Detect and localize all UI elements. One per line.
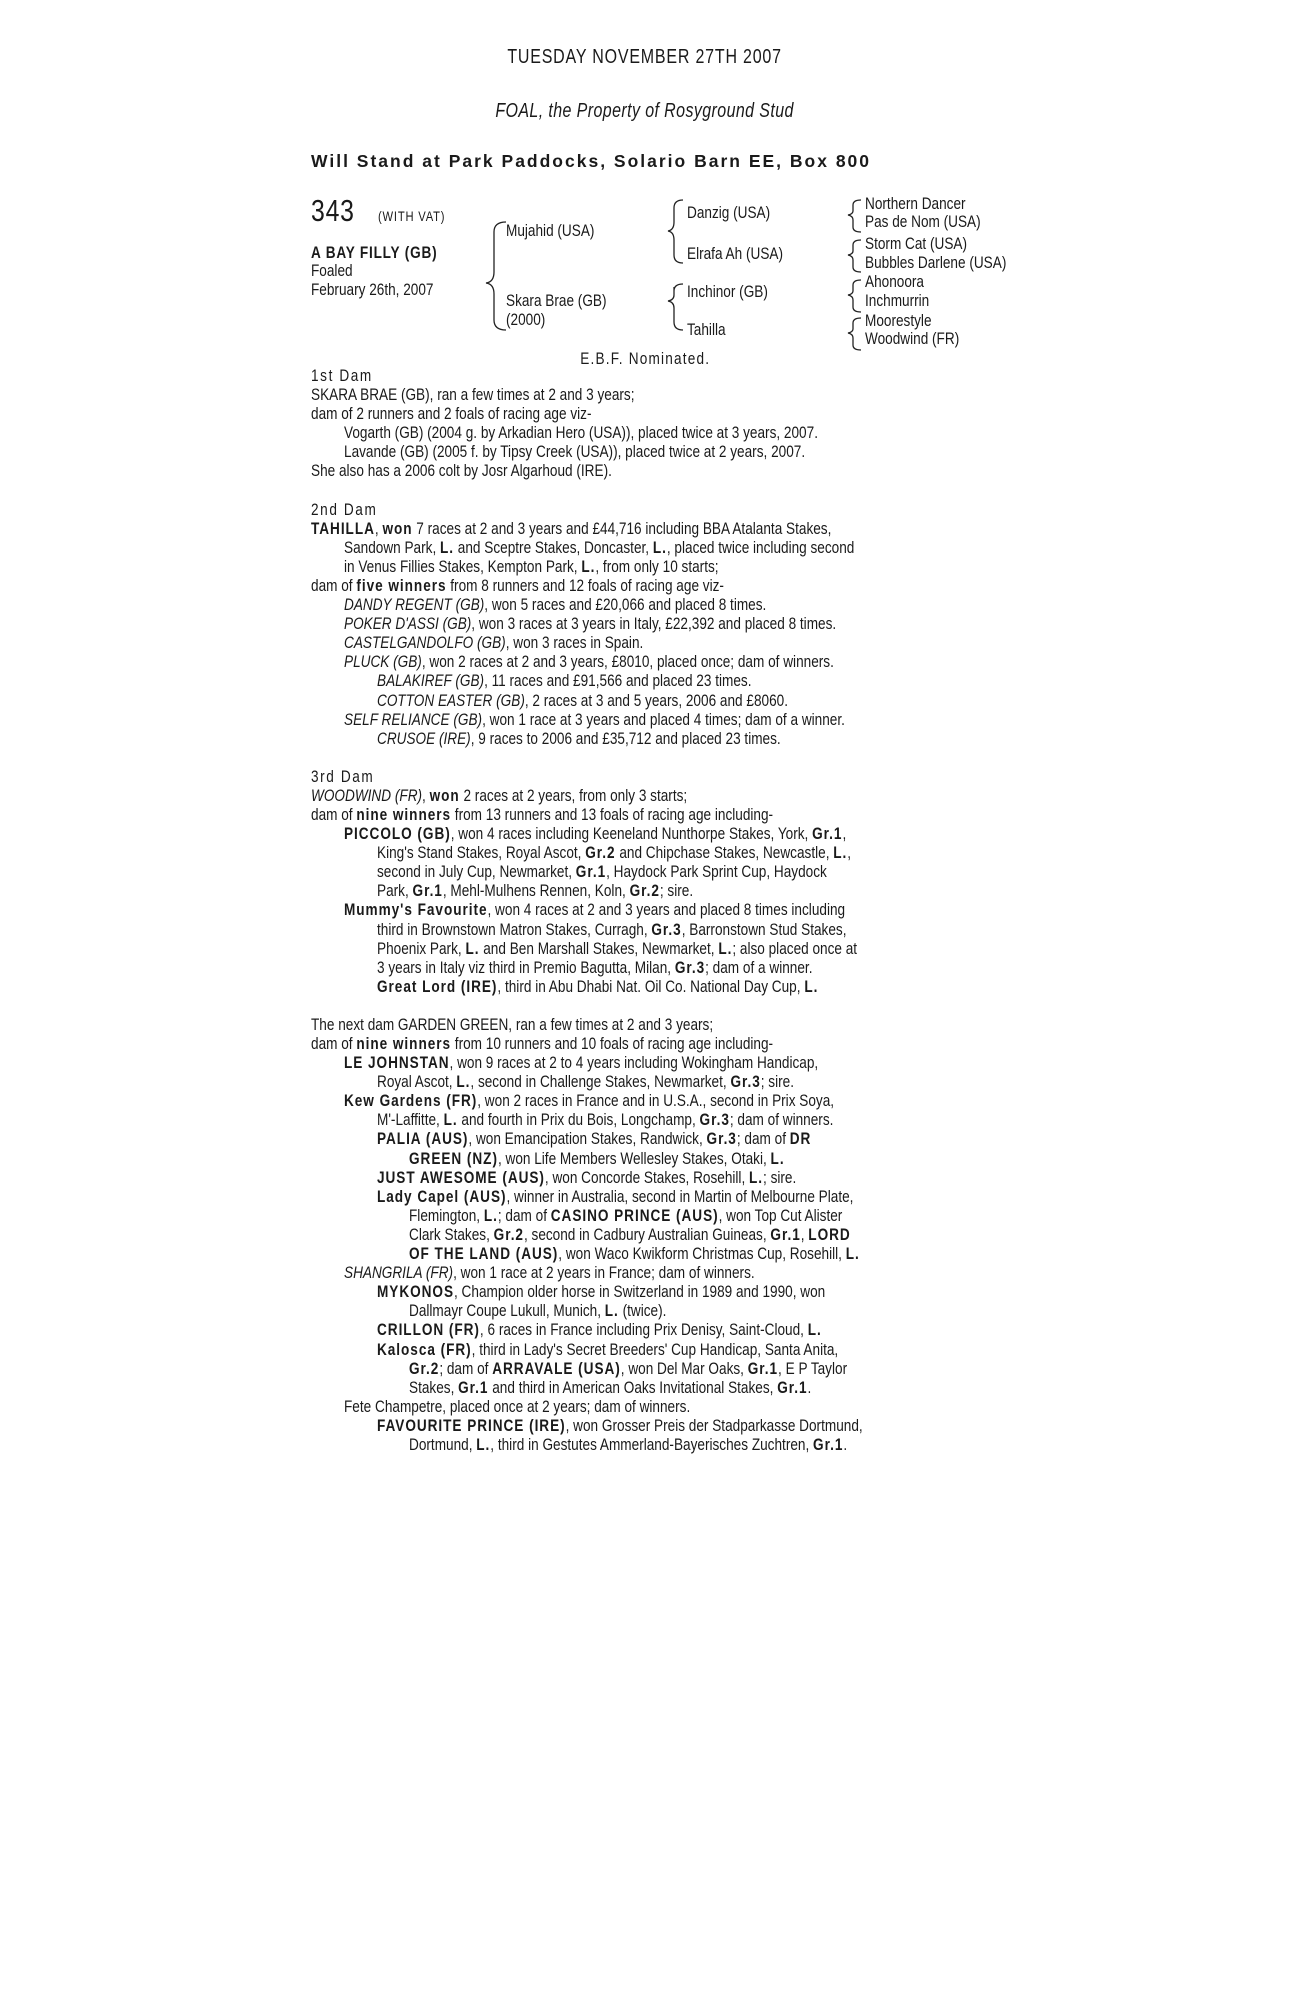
note-text: Gr.3	[699, 1110, 730, 1130]
note-text: Clark Stakes,	[409, 1224, 494, 1244]
note-line	[311, 1149, 1011, 1168]
note-text: , won 2 races in France and in U.S.A., second in Prix Soya,	[477, 1091, 835, 1111]
note-text: Fete Champetre, placed once at 2 years; dam of winners.	[344, 1396, 691, 1416]
note-text: ; dam of winners.	[729, 1110, 834, 1130]
note-text: L.	[483, 1205, 498, 1225]
note-text: 2 races at 2 years, from only 3 starts;	[459, 785, 688, 805]
note-text: 2nd Dam	[311, 499, 378, 519]
note-line	[311, 671, 1011, 690]
note-text: Gr.1	[575, 862, 607, 882]
note-text: , from only 10 starts;	[595, 556, 719, 576]
note-text: Mummy's Favourite	[344, 900, 488, 920]
pedigree-gen3-4: Bubbles Darlene (USA)	[865, 253, 1007, 272]
pedigree-sire-sire: Danzig (USA)	[687, 203, 771, 222]
note-line	[311, 862, 1011, 881]
note-text: , won 4 races including Keeneland Nunthorpe Stakes, York,	[450, 824, 813, 844]
foal-ownership-line: FOAL, the Property of Rosyground Stud	[495, 100, 795, 122]
note-text: five winners	[356, 575, 447, 595]
note-text: Park,	[377, 881, 413, 901]
note-text: .	[843, 1434, 848, 1454]
note-text: dam of 2 runners and 2 foals of racing age viz-	[311, 404, 592, 424]
note-text: L.	[456, 1072, 471, 1092]
note-text: JUST AWESOME (AUS)	[377, 1167, 545, 1187]
note-text: .	[807, 1377, 812, 1397]
note-text: LE JOHNSTAN	[344, 1053, 450, 1073]
note-text: , won 3 races at 3 years in Italy, £22,392 and placed 8 times.	[471, 614, 837, 634]
note-text: in Venus Fillies Stakes, Kempton Park,	[344, 556, 582, 576]
pedigree-dam: Skara Brae (GB)	[506, 291, 607, 310]
note-line	[311, 538, 1011, 557]
note-text: L.	[749, 1167, 764, 1187]
note-text: ,	[847, 843, 852, 863]
note-text: MYKONOS	[377, 1282, 454, 1302]
note-line	[311, 461, 1011, 480]
section-gap	[311, 481, 1011, 500]
note-text: , won Del Mar Oaks,	[620, 1358, 748, 1378]
note-line	[311, 1225, 1011, 1244]
note-text: Gr.1	[770, 1224, 801, 1244]
note-text: L.	[807, 1320, 822, 1340]
note-text: , E P Taylor	[778, 1358, 848, 1378]
note-text: , won Life Members Wellesley Stakes, Otaki,	[497, 1148, 771, 1168]
note-text: dam of	[311, 804, 357, 824]
note-line	[311, 1091, 1011, 1110]
note-line	[311, 1129, 1011, 1148]
note-line	[311, 633, 1011, 652]
note-text: and third in American Oaks Invitational Stakes,	[488, 1377, 778, 1397]
note-text: Phoenix Park,	[377, 938, 466, 958]
note-text: Lady Capel (AUS)	[377, 1186, 507, 1206]
note-text: Gr.1	[412, 881, 443, 901]
note-text: second in July Cup, Newmarket,	[377, 862, 576, 882]
note-text: from 8 runners and 12 foals of racing age viz-	[446, 575, 724, 595]
note-text: M'-Laffitte,	[377, 1110, 444, 1130]
note-text: Kalosca (FR)	[377, 1339, 472, 1359]
note-text: TAHILLA	[311, 518, 375, 538]
pedigree-gen3-7: Moorestyle	[865, 311, 932, 330]
note-text: WOODWIND (FR)	[311, 785, 423, 805]
note-text: CASINO PRINCE (AUS)	[550, 1205, 719, 1225]
note-text: Sandown Park,	[344, 537, 441, 557]
note-text: CRUSOE (IRE)	[377, 728, 471, 748]
note-text: Dallmayr Coupe Lukull, Munich,	[409, 1301, 605, 1321]
note-line	[311, 595, 1011, 614]
note-text: ,	[842, 824, 847, 844]
note-text: Gr.1	[747, 1358, 779, 1378]
note-text: L.	[465, 938, 480, 958]
note-text: L.	[443, 1110, 458, 1130]
note-text: , Champion older horse in Switzerland in 1989 and 1990, won	[454, 1282, 826, 1302]
note-line	[311, 1206, 1011, 1225]
pedigree-dam-year: (2000)	[506, 310, 546, 329]
foaled-date: February 26th, 2007	[311, 280, 434, 299]
brace-g3	[848, 280, 861, 312]
note-text: and Chipchase Stakes, Newcastle,	[615, 843, 834, 863]
note-text: SHANGRILA (FR)	[344, 1263, 454, 1283]
note-text: , won 1 race at 3 years and placed 4 times; dam of a winner.	[482, 709, 845, 729]
brace-dam-parents	[668, 284, 683, 330]
note-text: , winner in Australia, second in Martin of Melbourne Plate,	[506, 1186, 854, 1206]
note-line	[311, 557, 1011, 576]
pedigree-sire-dam: Elrafa Ah (USA)	[687, 244, 783, 263]
note-text: , won 9 races at 2 to 4 years including Wokingham Handicap,	[449, 1053, 819, 1073]
note-line	[311, 519, 1011, 538]
note-text: ; dam of	[736, 1129, 790, 1149]
note-line	[311, 977, 1011, 996]
pedigree-dam-sire: Inchinor (GB)	[687, 282, 768, 301]
note-text: , won 1 race at 2 years in France; dam of winners.	[453, 1263, 755, 1283]
note-text: L.	[652, 537, 667, 557]
note-text: Gr.2	[629, 881, 660, 901]
note-text: Gr.3	[730, 1072, 761, 1092]
lot-header	[311, 193, 462, 229]
note-text: from 10 runners and 10 foals of racing age including-	[451, 1034, 774, 1053]
note-line	[311, 1244, 1011, 1263]
note-line	[311, 805, 1011, 824]
note-text: won	[429, 785, 460, 805]
note-text: and Ben Marshall Stakes, Newmarket,	[479, 938, 719, 958]
note-text: L.	[476, 1434, 491, 1454]
note-line	[311, 1168, 1011, 1187]
note-text: She also has a 2006 colt by Josr Algarhoud (IRE).	[311, 461, 612, 481]
note-text: dam of	[311, 575, 357, 595]
note-text: Great Lord (IRE)	[377, 976, 498, 996]
note-text: FAVOURITE PRINCE (IRE)	[377, 1415, 566, 1435]
note-text: , Haydock Park Sprint Cup, Haydock	[606, 862, 827, 882]
note-text: ARRAVALE (USA)	[492, 1358, 621, 1378]
note-line	[311, 691, 1011, 710]
brace-g1	[848, 200, 861, 232]
note-line	[311, 1435, 1011, 1454]
note-text: Gr.3	[706, 1129, 737, 1149]
note-line	[311, 958, 1011, 977]
note-text: 3 years in Italy viz third in Premio Bagutta, Milan,	[377, 957, 675, 977]
note-text: Flemington,	[409, 1205, 484, 1225]
note-text: PLUCK (GB)	[344, 652, 422, 672]
note-text: The next dam GARDEN GREEN, ran a few times at 2 and 3 years;	[311, 1014, 714, 1034]
note-line	[311, 366, 1011, 385]
note-text: COTTON EASTER (GB)	[377, 690, 525, 710]
note-line	[311, 1340, 1011, 1359]
section-gap	[311, 748, 1011, 767]
note-line	[311, 767, 1011, 786]
note-text: and fourth in Prix du Bois, Longchamp,	[457, 1110, 700, 1130]
vat-note: (WITH VAT)	[378, 208, 446, 224]
note-text: OF THE LAND (AUS)	[409, 1244, 559, 1264]
brace-sire-dam	[486, 222, 506, 330]
note-text: ; sire.	[760, 1072, 794, 1092]
note-line	[311, 843, 1011, 862]
brace-g2	[848, 240, 861, 272]
note-line	[311, 1187, 1011, 1206]
note-text: Gr.1	[812, 824, 843, 844]
note-text: , won 4 races at 2 and 3 years and placed 8 times including	[487, 900, 846, 920]
note-text: L.	[770, 1148, 785, 1168]
note-text: L.	[440, 537, 455, 557]
note-line	[311, 385, 1011, 404]
pedigree-dam-dam: Tahilla	[687, 320, 726, 339]
note-text: POKER D'ASSI (GB)	[344, 614, 472, 634]
note-text: , won Grosser Preis der Stadparkasse Dortmund,	[565, 1415, 863, 1435]
note-text: BALAKIREF (GB)	[377, 671, 485, 691]
note-line	[311, 576, 1011, 595]
note-line	[311, 614, 1011, 633]
note-text: and Sceptre Stakes, Doncaster,	[454, 537, 653, 557]
note-line	[311, 1320, 1011, 1339]
note-text: , second in Cadbury Australian Guineas,	[523, 1224, 771, 1244]
note-text: Lavande (GB) (2005 f. by Tipsy Creek (USA)), placed twice at 2 years, 2007.	[344, 442, 806, 462]
note-text: PICCOLO (GB)	[344, 824, 451, 844]
note-line	[311, 1359, 1011, 1378]
note-text: , won 5 races and £20,066 and placed 8 times.	[484, 595, 767, 615]
stand-location: Will Stand at Park Paddocks, Solario Barn EE, Box 800	[311, 151, 872, 171]
note-line	[311, 500, 1011, 519]
note-text: ; dam of a winner.	[705, 957, 813, 977]
note-text: SKARA BRAE (GB), ran a few times at 2 and 3 years;	[311, 385, 635, 405]
note-text: Gr.1	[777, 1377, 808, 1397]
note-text: , won Emancipation Stakes, Randwick,	[468, 1129, 707, 1149]
note-text: Gr.2	[493, 1224, 524, 1244]
note-text: 1st Dam	[311, 366, 373, 385]
note-text: L.	[581, 556, 596, 576]
section-gap	[311, 996, 1011, 1015]
note-text: , won Waco Kwikform Christmas Cup, Rosehill,	[558, 1244, 846, 1264]
note-text: L.	[845, 1244, 860, 1264]
note-text: , 6 races in France including Prix Denisy, Saint-Cloud,	[479, 1320, 808, 1340]
note-text: Kew Gardens (FR)	[344, 1091, 478, 1111]
pedigree-gen3-8: Woodwind (FR)	[865, 329, 960, 348]
note-text: Gr.2	[585, 843, 616, 863]
note-text: ; sire.	[763, 1167, 797, 1187]
note-text: Gr.2	[409, 1358, 440, 1378]
note-text: , won Top Cut Alister	[718, 1205, 843, 1225]
note-text: , won 2 races at 2 and 3 years, £8010, placed once; dam of winners.	[421, 652, 834, 672]
note-line	[311, 652, 1011, 671]
note-text: Gr.3	[674, 957, 706, 977]
note-text: L.	[604, 1301, 619, 1321]
pedigree-gen3-6: Inchmurrin	[865, 291, 930, 310]
note-text: dam of	[311, 1034, 357, 1053]
note-text: won	[382, 518, 413, 538]
pedigree-gen3-3: Storm Cat (USA)	[865, 234, 968, 253]
note-text: ,	[800, 1224, 809, 1244]
note-text: , placed twice including second	[666, 537, 855, 557]
note-line	[311, 1015, 1011, 1034]
brace-sire-parents	[668, 200, 683, 263]
note-text: ; sire.	[659, 881, 694, 901]
note-text: , 9 races to 2006 and £35,712 and placed 23 times.	[470, 728, 781, 748]
pedigree-sire: Mujahid (USA)	[506, 221, 595, 240]
note-line	[311, 423, 1011, 442]
note-text: , third in Lady's Secret Breeders' Cup Handicap, Santa Anita,	[471, 1339, 839, 1359]
note-line	[311, 1110, 1011, 1129]
note-text: ; also placed once at	[732, 938, 858, 958]
foaled-label: Foaled	[311, 261, 353, 280]
note-text: Gr.3	[651, 919, 682, 939]
note-text: , won Concorde Stakes, Rosehill,	[544, 1167, 749, 1187]
pedigree-notes	[311, 366, 1011, 1454]
note-line	[311, 900, 1011, 919]
pedigree-gen3-5: Ahonoora	[865, 272, 924, 291]
note-text: L.	[718, 938, 733, 958]
note-line	[311, 1416, 1011, 1435]
sale-date: TUESDAY NOVEMBER 27TH 2007	[507, 46, 783, 68]
note-line	[311, 1282, 1011, 1301]
note-line	[311, 710, 1011, 729]
note-text: LORD	[808, 1224, 851, 1244]
note-text: , 11 races and £91,566 and placed 23 times.	[484, 671, 752, 691]
note-text: nine winners	[356, 1034, 452, 1053]
note-text: , won 3 races in Spain.	[505, 633, 644, 653]
note-text: CRILLON (FR)	[377, 1320, 480, 1340]
note-text: Stakes,	[409, 1377, 459, 1397]
note-text: GREEN (NZ)	[409, 1148, 498, 1168]
note-line	[311, 1034, 1011, 1053]
note-text: PALIA (AUS)	[377, 1129, 469, 1149]
note-text: L.	[833, 843, 848, 863]
note-text: Royal Ascot,	[377, 1072, 457, 1092]
note-text: ; dam of	[439, 1358, 493, 1378]
note-line	[311, 1397, 1011, 1416]
note-line	[311, 1263, 1011, 1282]
note-text: , second in Challenge Stakes, Newmarket,	[470, 1072, 731, 1092]
note-text: , 2 races at 3 and 5 years, 2006 and £8060.	[524, 690, 788, 710]
note-text: DANDY REGENT (GB)	[344, 595, 485, 615]
note-text: , third in Abu Dhabi Nat. Oil Co. National Day Cup,	[497, 976, 805, 996]
lot-number: 343	[311, 193, 355, 228]
note-text: , Mehl-Mulhens Rennen, Koln,	[442, 881, 630, 901]
note-text: , third in Gestutes Ammerland-Bayerisches Zuchtren,	[490, 1434, 814, 1454]
note-text: from 13 runners and 13 foals of racing age including-	[451, 804, 774, 824]
note-text: King's Stand Stakes, Royal Ascot,	[377, 843, 586, 863]
note-text: ; dam of	[497, 1205, 551, 1225]
pedigree-gen3-2: Pas de Nom (USA)	[865, 212, 981, 231]
note-line	[311, 939, 1011, 958]
note-text: Gr.1	[458, 1377, 489, 1397]
note-line	[311, 786, 1011, 805]
note-text: third in Brownstown Matron Stakes, Curragh,	[377, 919, 652, 939]
note-text: DR	[789, 1129, 812, 1149]
note-line	[311, 1053, 1011, 1072]
horse-description: A BAY FILLY (GB)	[311, 243, 438, 262]
note-text: 7 races at 2 and 3 years and £44,716 including BBA Atalanta Stakes,	[412, 518, 832, 538]
note-text: L.	[804, 976, 819, 996]
note-text: SELF RELIANCE (GB)	[344, 709, 483, 729]
note-line	[311, 404, 1011, 423]
note-text: ,	[422, 785, 430, 805]
note-text: , Barronstown Stud Stakes,	[681, 919, 847, 939]
brace-g4	[848, 318, 861, 350]
note-line	[311, 920, 1011, 939]
pedigree-gen3-1: Northern Dancer	[865, 194, 966, 213]
ebf-nominated: E.B.F. Nominated.	[579, 349, 710, 368]
note-line	[311, 881, 1011, 900]
note-text: (twice).	[618, 1301, 667, 1321]
note-line	[311, 1378, 1011, 1397]
note-text: CASTELGANDOLFO (GB)	[344, 633, 506, 653]
note-text: Gr.1	[813, 1434, 844, 1454]
note-line	[311, 824, 1011, 843]
note-text: Vogarth (GB) (2004 g. by Arkadian Hero (USA)), placed twice at 3 years, 2007.	[344, 423, 818, 443]
note-line	[311, 442, 1011, 461]
note-text: Dortmund,	[409, 1434, 477, 1454]
note-line	[311, 1072, 1011, 1091]
note-text: 3rd Dam	[311, 766, 375, 786]
note-line	[311, 1301, 1011, 1320]
note-text: ,	[374, 518, 383, 538]
note-line	[311, 729, 1011, 748]
note-text: nine winners	[356, 804, 452, 824]
